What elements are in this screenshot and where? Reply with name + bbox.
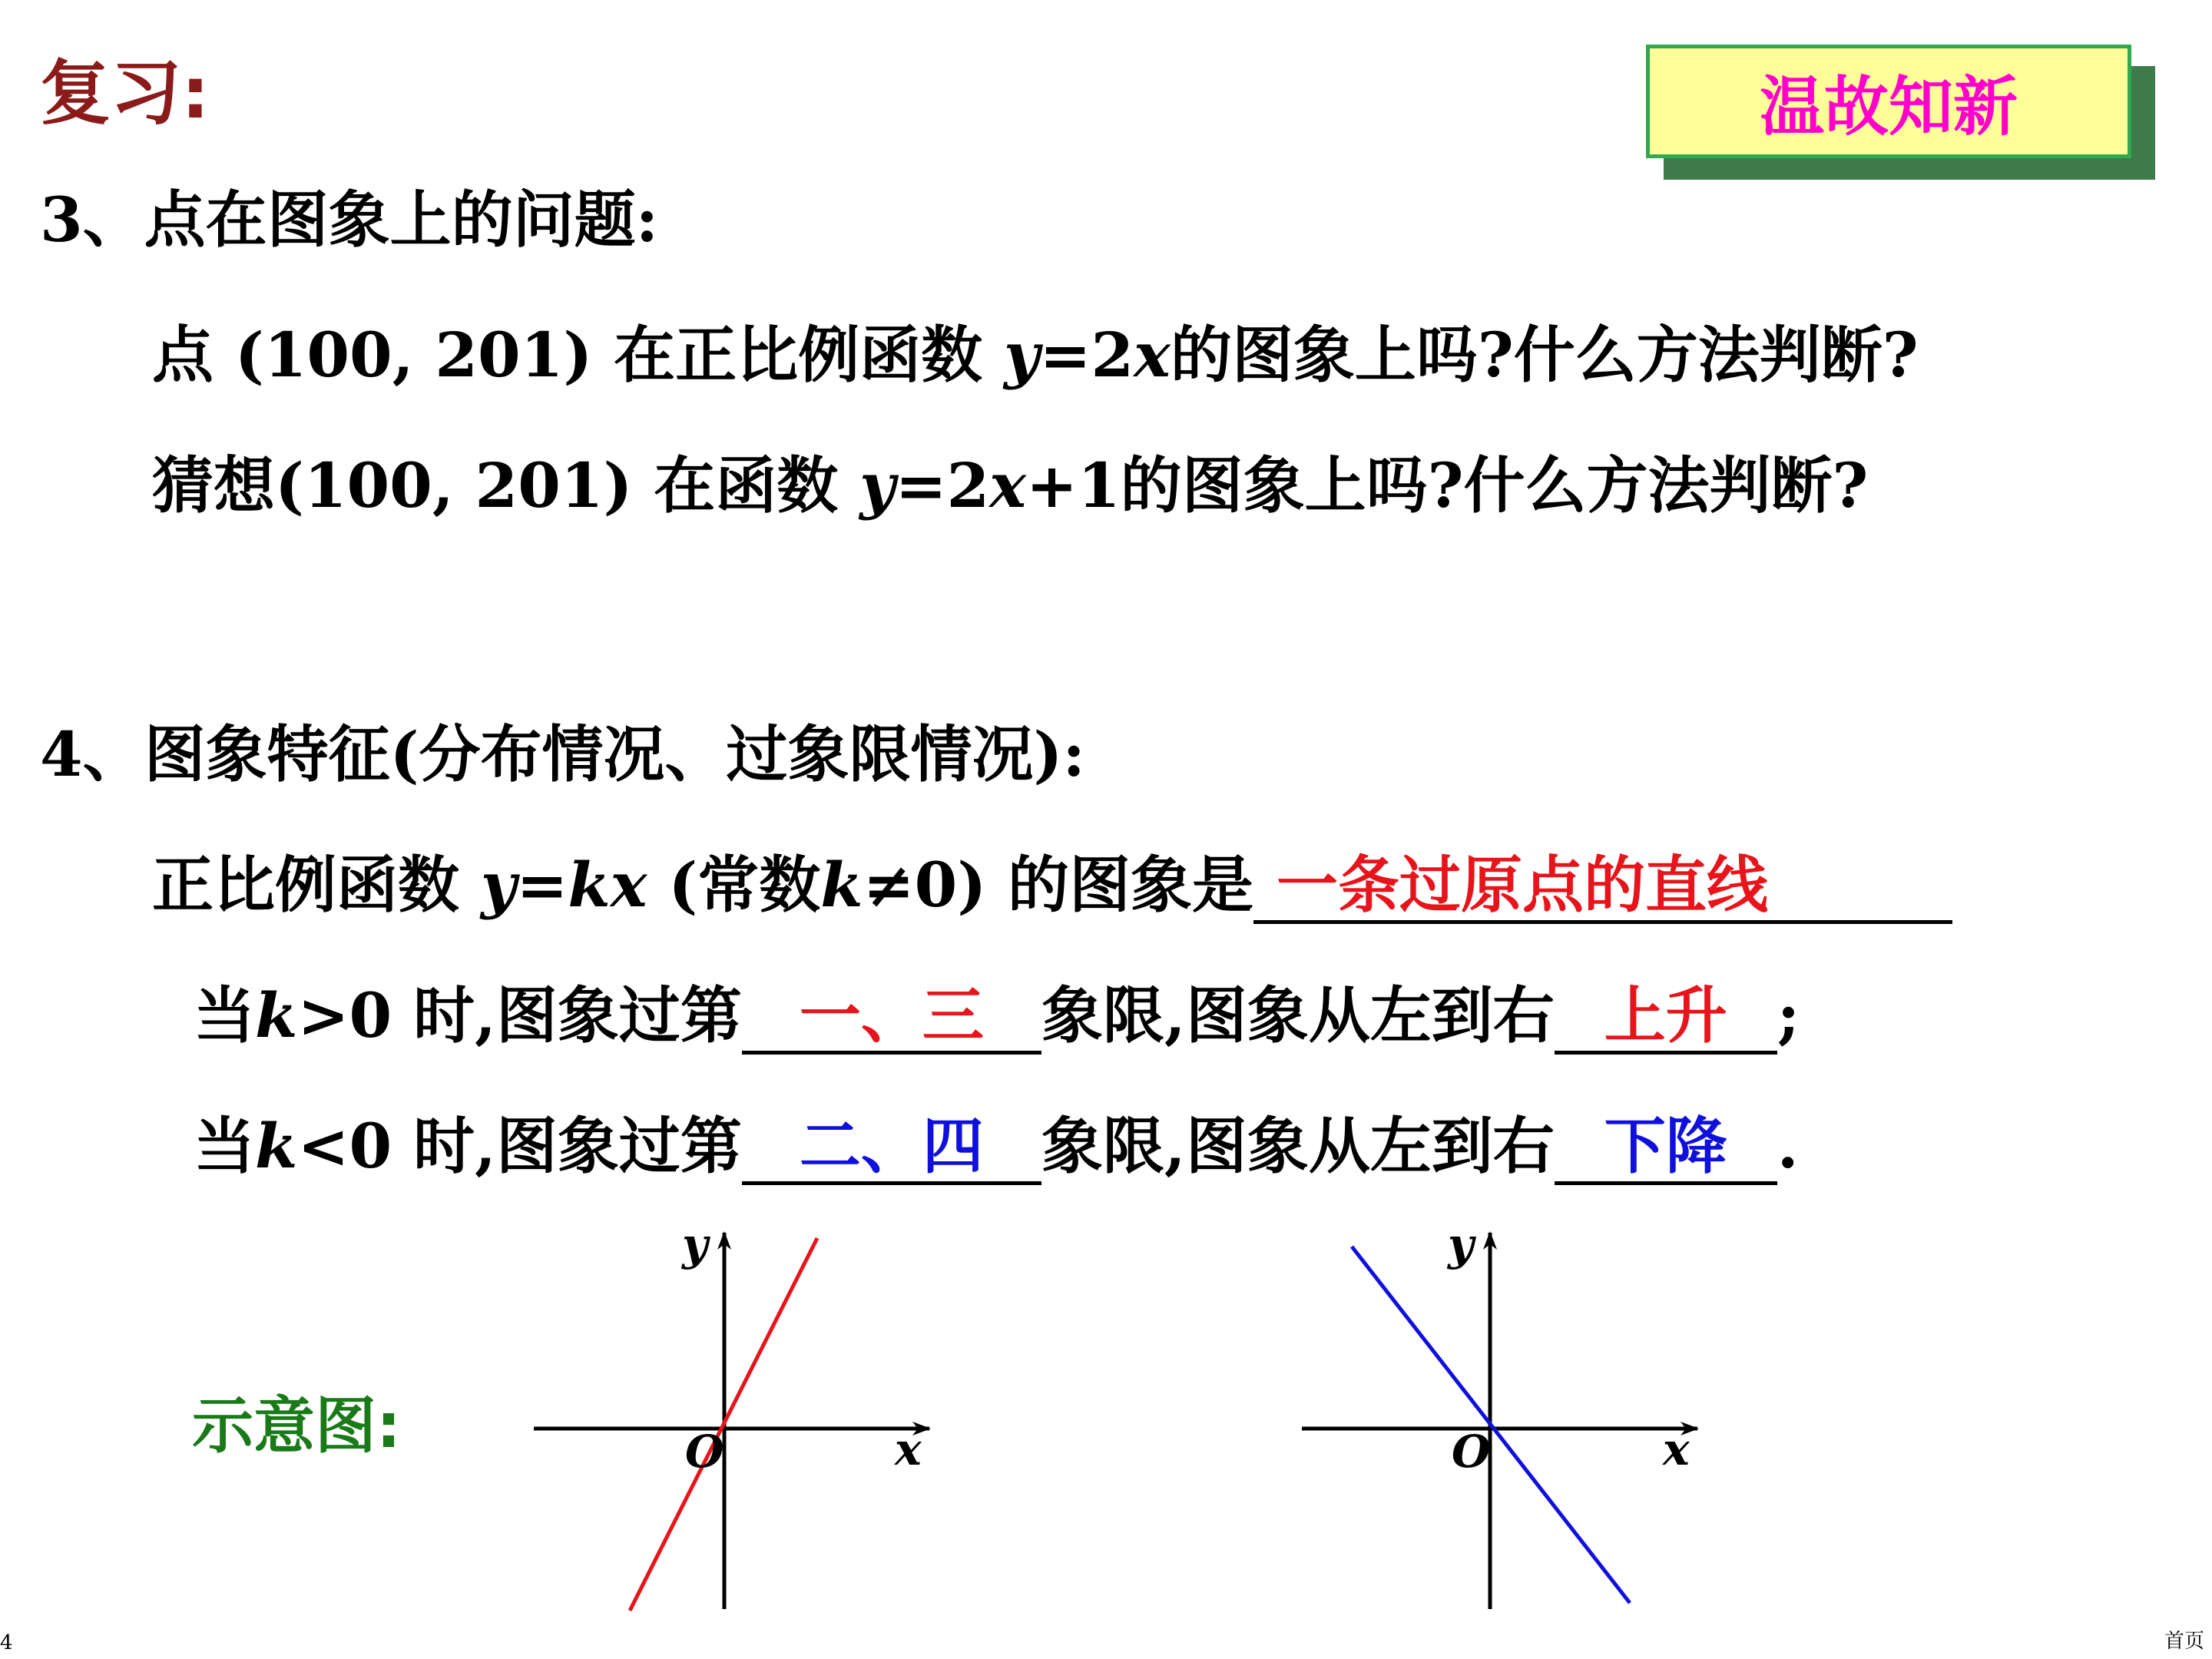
q2-var-y: y <box>859 449 896 522</box>
l3-end: . <box>1777 1110 1799 1182</box>
review-badge <box>1646 45 2131 158</box>
answer-graph-shape: 一条过原点的直线 <box>1253 849 1952 924</box>
section4-line1 <box>152 836 1952 924</box>
diagram-label: 示意图: <box>192 1390 401 1462</box>
l1-var-k: k <box>820 849 863 921</box>
l3-text-b: <0 时,图象过第 <box>297 1110 742 1182</box>
q1-var-x: x <box>1134 319 1171 391</box>
l1-var-y: y <box>480 849 517 921</box>
y-axis-label: y <box>682 1218 708 1270</box>
home-link[interactable]: 首页 <box>2164 1630 2205 1653</box>
origin-label: O <box>1452 1426 1491 1478</box>
q2-text-a: 猜想(100, 201) 在函数 <box>152 449 860 522</box>
q1-eq: =2 <box>1039 319 1134 391</box>
origin-label: O <box>685 1426 724 1478</box>
q1-text-b: 的图象上吗?什么方法判断? <box>1170 319 1919 391</box>
l1-eq: = <box>516 849 568 921</box>
section3-question1 <box>152 306 1919 394</box>
l2-text-c: 象限,图象从左到右 <box>1041 979 1555 1051</box>
q2-var-x: x <box>989 449 1026 522</box>
answer-trend-positive: 上升 <box>1555 980 1777 1055</box>
l1-text-c: ≠0) 的图象是 <box>863 849 1254 921</box>
q2-text-b: +1的图象上吗?什么方法判断? <box>1025 449 1869 522</box>
section3-question2 <box>152 436 1868 525</box>
q1-text-a: 点 (100, 201) 在正比例函数 <box>152 319 1004 391</box>
x-axis-label: x <box>895 1423 922 1475</box>
answer-trend-negative: 下降 <box>1555 1111 1777 1185</box>
l1-text-b: (常数 <box>647 849 821 921</box>
answer-quadrants-positive: 一、三 <box>742 980 1041 1055</box>
l2-end: ; <box>1777 979 1800 1051</box>
l1-text-a: 正比例函数 <box>152 849 481 921</box>
l2-text-b: >0 时,图象过第 <box>297 979 742 1051</box>
review-title: 复习: <box>40 52 210 134</box>
graph-negative-slope <box>1298 1217 1713 1617</box>
q2-eq: =2 <box>895 449 990 522</box>
section4-heading: 4、图象特征(分布情况、过象限情况): <box>40 718 1085 790</box>
section4-line2 <box>194 966 1800 1055</box>
l2-var-k: k <box>255 979 298 1051</box>
x-axis-label: x <box>1663 1423 1690 1475</box>
graph-positive-slope <box>530 1217 945 1617</box>
l1-var-kx: kx <box>568 849 647 921</box>
q1-var-y: y <box>1003 319 1040 391</box>
l2-text-a: 当 <box>194 979 255 1051</box>
l3-var-k: k <box>255 1110 298 1182</box>
badge-label: 温故知新 <box>1759 68 2018 144</box>
page-number: 4 <box>0 1631 13 1654</box>
answer-quadrants-negative: 二、四 <box>742 1111 1041 1185</box>
section3-heading: 3、点在图象上的问题: <box>40 184 659 256</box>
l3-text-a: 当 <box>194 1110 255 1182</box>
y-axis-label: y <box>1448 1218 1474 1270</box>
section4-line3 <box>194 1097 1799 1185</box>
l3-text-c: 象限,图象从左到右 <box>1041 1110 1555 1182</box>
